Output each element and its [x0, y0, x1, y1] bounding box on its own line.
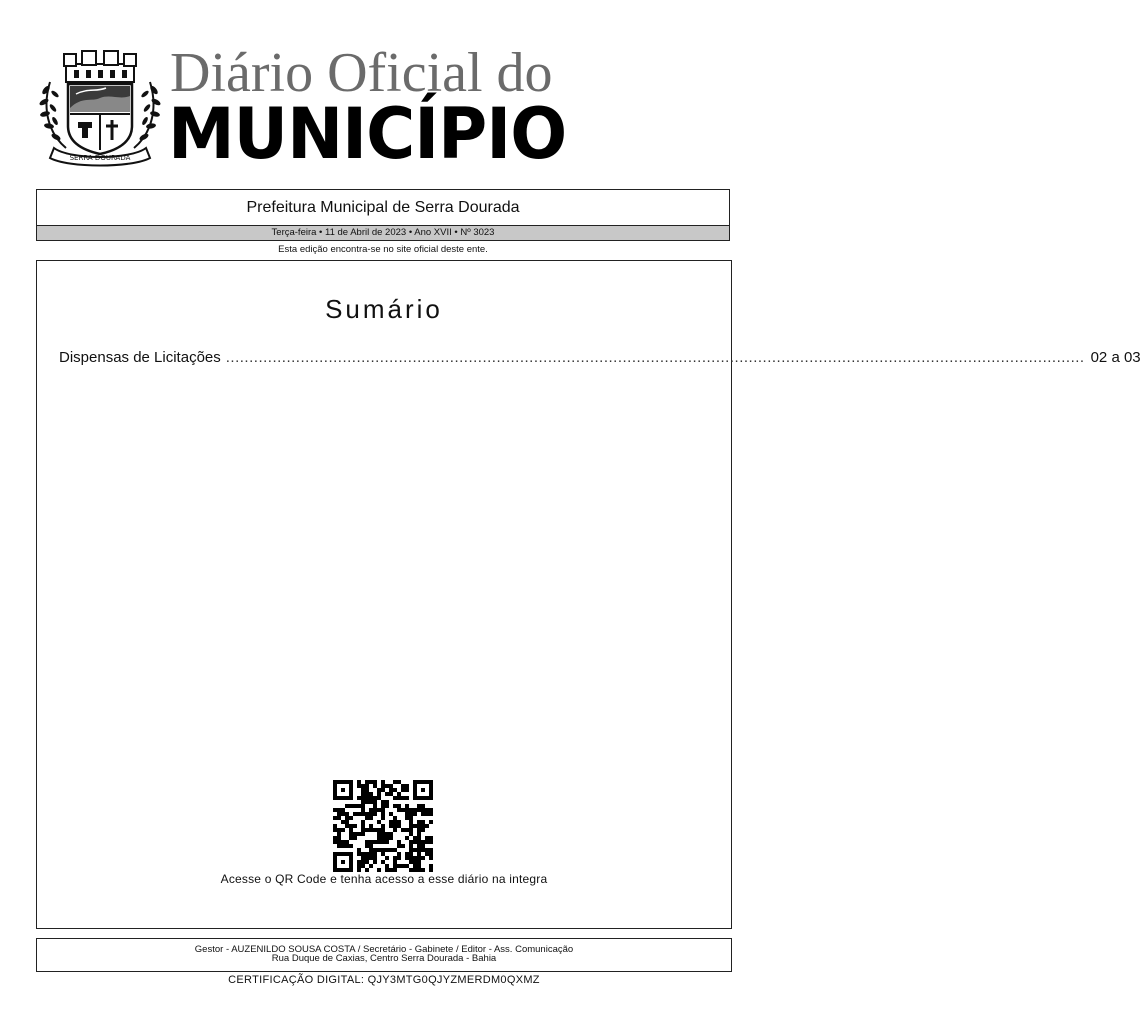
footer-credits: Gestor - AUZENILDO SOUSA COSTA / Secretário - Gabinete / Editor - Ass. Comunicação — [194, 944, 574, 955]
masthead-title-line2: MUNICÍPIO — [168, 92, 567, 175]
dot-leader: ........................................................................................................................................................................................ — [225, 349, 1085, 366]
summary-item-label: Dispensas de Licitações — [59, 349, 221, 366]
edition-info-bar: Terça-feira • 11 de Abril de 2023 • Ano XVII • Nº 3023 — [37, 226, 729, 240]
summary-title: Sumário — [325, 294, 443, 324]
site-note: Esta edição encontra-se no site oficial deste ente. — [278, 244, 488, 255]
summary-item-pages: 02 a 03 — [1090, 349, 1141, 366]
municipal-coat-of-arms-logo — [36, 48, 164, 168]
footer-box — [36, 938, 732, 972]
header-info-box — [36, 189, 730, 241]
summary-item[interactable] — [59, 347, 1141, 369]
qr-caption: Acesse o QR Code e tenha acesso a esse diário na integra — [220, 872, 548, 886]
prefeitura-name: Prefeitura Municipal de Serra Dourada — [37, 190, 729, 226]
footer-address: Rua Duque de Caxias, Centro Serra Dourada - Bahia — [271, 953, 497, 964]
qr-code[interactable] — [333, 780, 433, 872]
crest-banner-text: SERRA DOURADA — [69, 154, 131, 162]
digital-certification: CERTIFICAÇÃO DIGITAL: QJY3MTG0QJYZMERDM0QXMZ — [228, 974, 540, 986]
masthead-title-line1: Diário Oficial do — [170, 42, 553, 104]
